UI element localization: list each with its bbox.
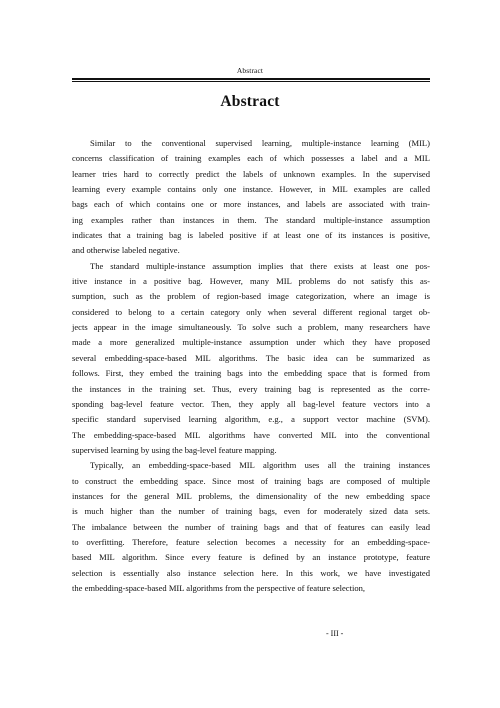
paragraph-line: Typically, an embedding-space-based MIL algorithm uses all the training instances <box>90 460 430 471</box>
paragraph-line: several embedding-space-based MIL algorithms. The basic idea can be summarized as <box>72 352 430 363</box>
abstract-body <box>72 136 430 596</box>
paragraph-line: specific standard supervised learning algorithm, e.g., a support vector machine (SVM). <box>72 414 430 425</box>
running-header-title: Abstract <box>236 66 264 75</box>
paragraph-line: considered to belong to a certain category only when several different regional target ob- <box>72 306 430 317</box>
paragraph-line: sumption, such as the problem of region-based image categorization, where an image is <box>72 291 430 302</box>
paragraph-line: to construct the embedding space. Since most of training bags are composed of multiple <box>72 475 430 486</box>
abstract-paragraph <box>72 458 430 596</box>
paragraph-line: learning every example contains only one instance. However, in MIL examples are called <box>72 184 430 195</box>
paragraph-line: the instances in the training set. Thus, every training bag is represented as the corre- <box>72 383 430 394</box>
paragraph-line: The standard multiple-instance assumption implies that there exists at least one pos- <box>90 260 430 271</box>
paragraph-line: jects appear in the image simultaneously. To solve such a problem, many researchers have <box>72 322 430 333</box>
paragraph-line: bags each of which contains one or more instances, and labels are associated with train- <box>72 199 430 210</box>
paragraph-line: to overfitting. Therefore, feature selection becomes a necessity for an embedding-space- <box>72 536 430 547</box>
paragraph-line: is much higher than the number of training bags, even for moderately sized data sets. <box>72 506 430 517</box>
paragraph-line: itive instance in a positive bag. However, many MIL problems do not satisfy this as- <box>72 276 430 287</box>
paragraph-line: sponding bag-level feature vector. Then, they apply all bag-level feature vectors into a <box>72 398 430 409</box>
abstract-paragraph <box>72 259 430 458</box>
paragraph-line: instances for the general MIL problems, the dimensionality of the new embedding space <box>72 490 430 501</box>
page-number: - III - <box>326 629 344 638</box>
paragraph-line: made a more generalized multiple-instance assumption under which they have proposed <box>72 337 430 348</box>
paragraph-line: based MIL algorithm. Since every feature is defined by an instance prototype, feature <box>72 552 430 563</box>
paragraph-line: the embedding-space-based MIL algorithms from the perspective of feature selection, <box>72 582 366 593</box>
page-title: Abstract <box>220 93 280 110</box>
paragraph-line: concerns classification of training examples each of which possesses a label and a MIL <box>72 153 430 164</box>
paragraph-line: Similar to the conventional supervised learning, multiple-instance learning (MIL) <box>90 138 430 148</box>
abstract-paragraph <box>72 136 430 259</box>
paragraph-line: selection is essentially also instance selection here. In this work, we have investigated <box>72 567 430 578</box>
paragraph-line: supervised learning by using the bag-level feature mapping. <box>72 444 277 455</box>
paragraph-line: ing examples rather than instances in them. The standard multiple-instance assumption <box>72 214 430 225</box>
paragraph-line: indicates that a training bag is labeled positive if at least one of its instances is positive, <box>72 230 430 241</box>
paragraph-line: The imbalance between the number of training bags and that of features can easily lead <box>72 521 430 532</box>
paragraph-line: and otherwise labeled negative. <box>72 245 180 256</box>
header-rule-thick <box>72 78 430 80</box>
header-rule-thin <box>72 81 430 82</box>
paragraph-line: The embedding-space-based MIL algorithms have converted MIL into the conventional <box>72 429 430 440</box>
paragraph-line: learner tries hard to correctly predict the labels of unknown examples. In the supervised <box>72 168 430 179</box>
paragraph-line: follows. First, they embed the training bags into the embedding space that is formed from <box>72 368 430 379</box>
